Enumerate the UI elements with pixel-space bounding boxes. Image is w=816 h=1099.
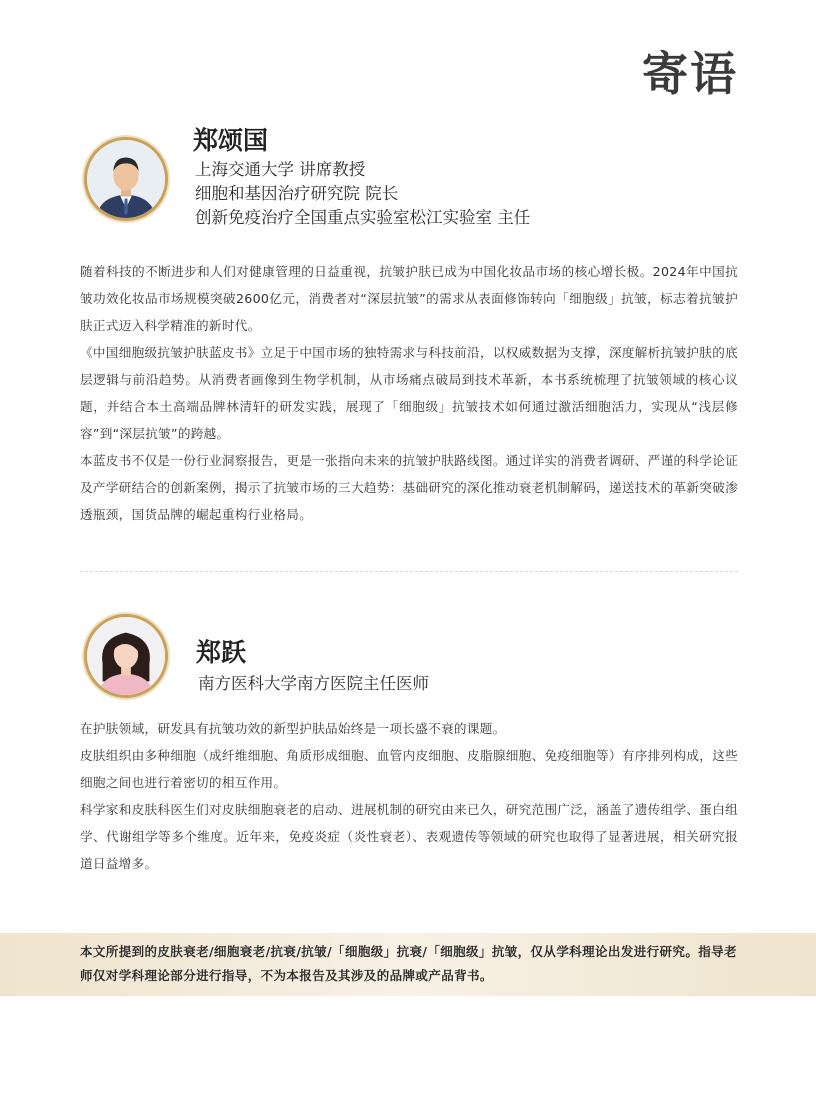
disclaimer-text: 本文所提到的皮肤衰老/细胞衰老/抗衰/抗皱/「细胞级」抗衰/「细胞级」抗皱，仅从学科理论出发进行研究。指导老师仅对学科理论部分进行指导，不为本报告及其涉及的品牌或产品背书。 (80, 944, 737, 983)
message-body-zheng-yue (80, 715, 738, 877)
portrait-female-icon (87, 617, 165, 695)
page-title: 寄语 (642, 47, 738, 101)
disclaimer-banner (0, 933, 816, 996)
author-name-zheng-yue: 郑跃 (196, 638, 247, 667)
avatar-zheng-yue (84, 614, 168, 698)
paragraph: 本蓝皮书不仅是一份行业洞察报告，更是一张指向未来的抗皱护肤路线图。通过详实的消费者调研、严谨的科学论证及产学研结合的创新案例，揭示了抗皱市场的三大趋势：基础研究的深化推动衰老机制解码，递送技术的革新突破渗透瓶颈，国货品牌的崛起重构行业格局。 (80, 453, 738, 522)
portrait-male-icon (87, 140, 165, 218)
section-divider (80, 571, 738, 572)
author-titles-zheng-yue (198, 672, 429, 696)
message-body-zheng-songguo (80, 258, 738, 528)
author-title: 上海交通大学 讲席教授 (195, 160, 366, 179)
author-titles-zheng-songguo (195, 158, 530, 230)
paragraph: 在护肤领域，研发具有抗皱功效的新型护肤品始终是一项长盛不衰的课题。 (80, 721, 506, 736)
author-title: 细胞和基因治疗研究院 院长 (195, 184, 399, 203)
author-title: 南方医科大学南方医院主任医师 (198, 674, 429, 693)
avatar-zheng-songguo (84, 137, 168, 221)
paragraph: 《中国细胞级抗皱护肤蓝皮书》立足于中国市场的独特需求与科技前沿，以权威数据为支撑，深度解析抗皱护肤的底层逻辑与前沿趋势。从消费者画像到生物学机制，从市场痛点破局到技术革新，本书系统梳理了抗皱领域的核心议题，并结合本土高端品牌林清轩的研发实践，展现了「细胞级」抗皱技术如何通过激活细胞活力，实现从“浅层修容”到“深层抗皱”的跨越。 (80, 345, 738, 441)
author-name-zheng-songguo: 郑颂国 (193, 126, 269, 155)
paragraph: 随着科技的不断进步和人们对健康管理的日益重视，抗皱护肤已成为中国化妆品市场的核心增长极。2024年中国抗皱功效化妆品市场规模突破2600亿元，消费者对“深层抗皱”的需求从表面修饰转向「细胞级」抗皱，标志着抗皱护肤正式迈入科学精准的新时代。 (80, 264, 738, 333)
paragraph: 皮肤组织由多种细胞（成纤维细胞、角质形成细胞、血管内皮细胞、皮脂腺细胞、免疫细胞等）有序排列构成，这些细胞之间也进行着密切的相互作用。 (80, 748, 738, 790)
author-title: 创新免疫治疗全国重点实验室松江实验室 主任 (195, 208, 531, 227)
paragraph: 科学家和皮肤科医生们对皮肤细胞衰老的启动、进展机制的研究由来已久，研究范围广泛，涵盖了遗传组学、蛋白组学、代谢组学等多个维度。近年来，免疫炎症（炎性衰老）、表观遗传等领域的研究也取得了显著进展，相关研究报道日益增多。 (80, 802, 738, 871)
